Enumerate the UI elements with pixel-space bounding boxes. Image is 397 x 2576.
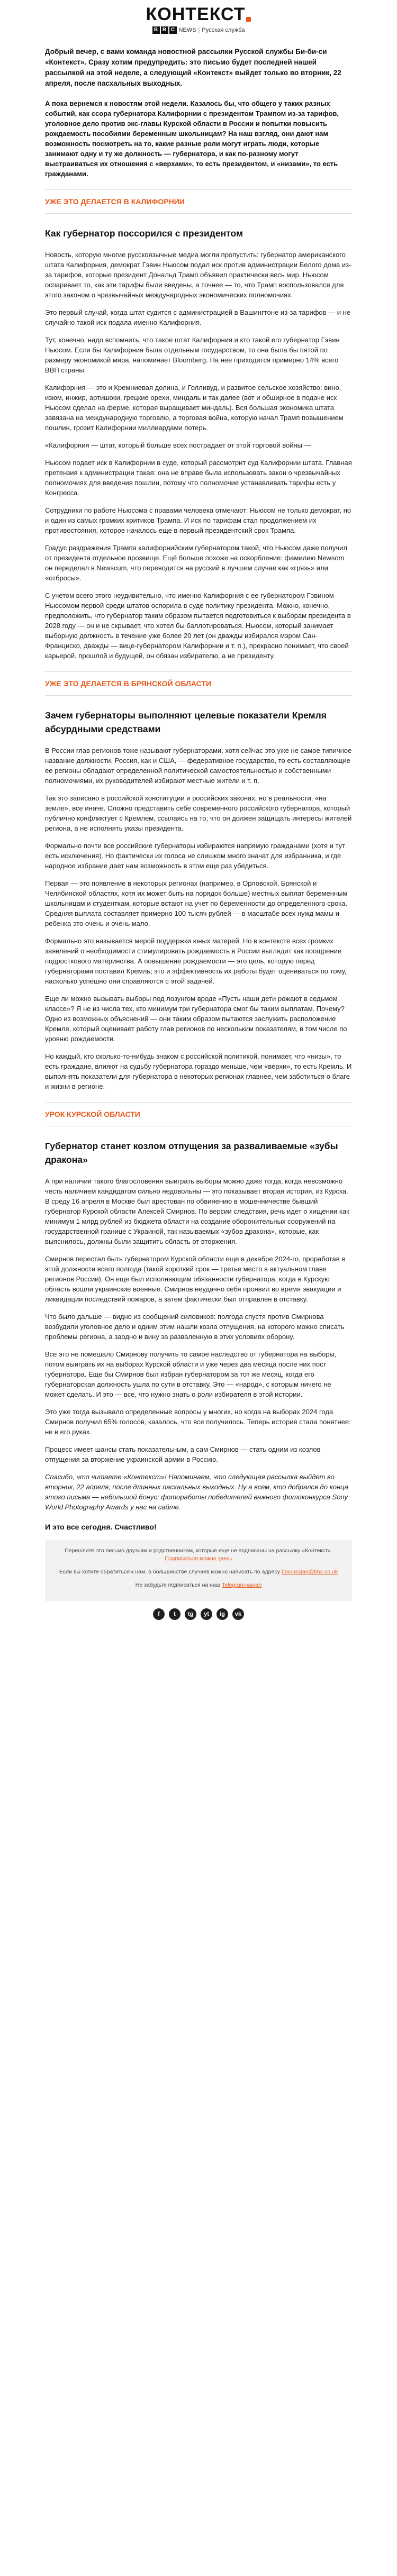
paragraph: Это уже тогда вызывало определенные вопросы у многих, но когда на выборах 2024 года Смирнов получил 65% голосов, казалось, что все получилось. Теперь история стала понятнее: не в его руках.: [45, 1408, 351, 1436]
section-link-kursk[interactable]: УРОК КУРСКОЙ ОБЛАСТИ: [45, 1102, 352, 1126]
twitter-icon[interactable]: t: [169, 1608, 181, 1620]
youtube-icon[interactable]: yt: [201, 1608, 212, 1620]
telegram-link[interactable]: Telegram-канал: [222, 1582, 262, 1588]
section-title-bryansk: Зачем губернаторы выполняют целевые показатели Кремля абсурдными средствами: [45, 710, 327, 734]
lead-text: А пока вернемся к новостям этой недели. Казалось бы, что общего у таких разных событий, как ссора губернатора Калифорнии с президентом Трампом из-за тарифов, уголовное дело против экс-главы Курской области в России и попытки повысить рождаемость пособиями беременным школьницам? На наш взгляд, они дают нам возможность посмотреть на то, какие разные роли могут играть люди, которые занимают одну и ту же должность — губернатора, и как по-разному могут выстраиваться их отношения с «верхами», то есть президентом, и «низами», то есть гражданами.: [45, 99, 339, 178]
footer-forward-label: Перешлите это письмо друзьям и родственникам, которые еще не подписаны на рассылку «Контекст».: [65, 1548, 332, 1554]
paragraph: Смирнов перестал быть губернатором Курской области еще в декабре 2024-го, проработав в этой должности всего полгода (такой короткий срок — третье место в актуальном главе регионов России). Он еще был исполняющим обязанности губернатора, когда в Курскую область вошли украинские военные. Смирнов неудачно себя проявил во время эвакуации и ликвидации последствий пожаров, а затем фактически был отправлен в отставку.: [45, 1255, 346, 1303]
footer-telegram-label: Не забудьте подписаться на наш: [135, 1582, 221, 1588]
social-icons: [45, 1601, 352, 1625]
paragraph: Ньюсом подает иск в Калифорнии в суде, который рассмотрит суд Калифорнии штата. Главная претензия к администрации такая: она не вправе была использовать закон о чрезвычайных полномочиях для введения пошлин, потому что полномочие устанавливать тарифы есть у Конгресса.: [45, 459, 352, 497]
paragraph: Все это не помешало Смирнову получить то самое наследство от губернатора на выборы, потом выиграть их на выборах Курской области и уже через два месяца после них пост губернатора. Еще бы Смирнов был избран губернатором за тот же месяц, когда его губернаторская должность ушла по сути в отставку. Это — «народ», с которым ничего не может сделать. И это — все, что нужно знать о роли избирателя в этой истории.: [45, 1350, 337, 1398]
paragraph: Первая — это появление в некоторых регионах (например, в Орловской, Брянской и Челябинской областях, хотя их может быть на порядок больше) местных выплат беременным школьницам и студенткам, которые встают на учет по беременности до определенного срока. Средняя выплата составляет примерно 100 тысяч рублей — в масштабе всех нужд мамы и ребенка это очень и очень мало.: [45, 879, 348, 927]
vk-icon[interactable]: vk: [232, 1608, 244, 1620]
section-link-bryansk[interactable]: УЖЕ ЭТО ДЕЛАЕТСЯ В БРЯНСКОЙ ОБЛАСТИ: [45, 671, 352, 696]
brand-separator: |: [198, 27, 200, 33]
paragraph: Тут, конечно, надо вспомнить, что такое штат Калифорния и кто такой его губернатор Гэвин Ньюсом. Если бы Калифорния была отдельным государством, то она была бы пятой по размеру экономикой мира, напоминает Bloomberg. На нее приходится примерно 14% всего ВВП страны.: [45, 336, 340, 374]
intro-text: Добрый вечер, с вами команда новостной рассылки Русской службы Би-би-си «Контекст». Сразу хотим предупредить: это письмо будет последней нашей рассылкой на этой неделе, а следующий «Контекст» выйдет только во вторник, 22 апреля, после пасхальных выходных.: [45, 48, 341, 87]
paragraph: Новость, которую многие русскоязычные медиа могли пропустить: губернатор американского штата Калифорния, демократ Гэвин Ньюсом подал иск против администрации Белого дома из-за тарифов, которые президент Дональд Трамп объявил практически весь мир. Ньюсом оспаривает то, как эти тарифы были введены, а точнее — то, что Трамп воспользовался для этого законом о чрезвычайных международных экономических полномочиях.: [45, 251, 351, 299]
section-link-california[interactable]: УЖЕ ЭТО ДЕЛАЕТСЯ В КАЛИФОРНИИ: [45, 189, 352, 214]
paragraph: Процесс имеет шансы стать показательным, а сам Смирнов — стать одним из козлов отпущения за вторжение украинской армии в Россию.: [45, 1445, 321, 1463]
logo[interactable]: [146, 4, 251, 24]
bbc-brand-line: [45, 26, 352, 34]
header: [45, 0, 352, 39]
bbc-news-label: NEWS: [178, 27, 196, 33]
paragraph: «Калифорния — штат, который больше всех пострадает от этой торговой войны —: [45, 441, 311, 449]
footer-contact-text: [55, 1568, 342, 1576]
instagram-icon[interactable]: ig: [216, 1608, 228, 1620]
footer-telegram-text: [55, 1581, 342, 1589]
logo-dot: [246, 17, 251, 22]
email-link[interactable]: bbcrussian@bbc.co.uk: [281, 1569, 338, 1575]
paragraph: Но каждый, кто сколько-то-нибудь знаком с российской политикой, понимает, что «низы», то есть граждане, влияют на судьбу губернатора гораздо меньше, чем «верхи», то есть Кремль. И выполнять показатели для губернатора в некоторых регионах главнее, чем заботиться о благе и жизни в регионе.: [45, 1052, 352, 1090]
facebook-icon[interactable]: f: [153, 1608, 165, 1620]
paragraph: В России глав регионов тоже называют губернаторами, хотя сейчас это уже не самое типичное название должности. Россия, как и США, — федеративное государство, то есть составляющие ее регионы обладают определенной политической самостоятельностью и собственными полномочиями, их руководителей избирают местные жители и т. п.: [45, 747, 352, 785]
bbc-block-c: C: [169, 26, 177, 34]
paragraph: А при наличии такого благословения выиграть выборы можно даже тогда, когда невозможно честь наличием кандидатом сильно недовольны — это показывает вторая история, из Курска. В среду 16 апреля в Москве был арестован по обвинению в мошенничестве бывший губернатор Курской области Алексей Смирнов. По версии следствия, речь идет о хищении как минимум 1 млрд рублей из бюджета области на создание оборонительных сооружений на государственной границе с Украиной, так называемых «зубов дракона», которые, как выяснилось, должны были защитить область от вторжения.: [45, 1177, 349, 1245]
service-name: Русская служба: [202, 27, 245, 33]
paragraph: Формально почти все российские губернаторы избираются напрямую гражданами (хотя и тут есть исключения). Но фактически их голоса не слишком много значат для избранника, и где народное избрание дает нам возможность в этом еще раз убедиться.: [45, 842, 346, 870]
footer: [45, 1540, 352, 1601]
paragraph: Калифорния — это и Кремниевая долина, и Голливуд, и развитое сельское хозяйство: вино, изюм, инжир, артишоки, грецкие орехи, миндаль и так далее (вот и обширное в подаче иск Ньюсом сделал на ферме, которая выращивает миндаль). Вся большая экономика штата завязана на международную торговлю, а торговая война, которую начал Трамп повышением пошлин, грозит Калифорнии миллиардами потерь.: [45, 384, 344, 432]
paragraph: Градус раздражения Трампа калифорнийским губернатором такой, что Ньюсом даже получил от президента отдельное прозвище. Ещё больше похоже на оскорбление: фамилию Newsom он переделал в Newscum, что переводится на русский в лучшем случае как «грязь» или «отбросы».: [45, 544, 347, 582]
subscribe-link[interactable]: Подписаться можно здесь: [165, 1555, 232, 1562]
footer-forward-text: [55, 1547, 342, 1563]
logo-text: КОНТЕКСТ: [146, 4, 246, 24]
signoff: И это все сегодня. Счастливо!: [45, 1523, 157, 1531]
footer-contact-label: Если вы хотите обратиться к нам, в большинстве случаев можно написать по адресу: [59, 1569, 280, 1575]
section-title-california: Как губернатор поссорился с президентом: [45, 228, 243, 239]
paragraph: Еще ли можно вызывать выборы под лозунгом вроде «Пусть наши дети рожают в седьмом классе»? Я не из числа тех, кто минимум три губернатора смог бы таким выплатам. Почему? Одно из возможных объяснений — они таким образом пытаются заслужить расположение Кремля, который оценивает работу глав регионов по нескольким показателям, в том числе по уровню рождаемости.: [45, 995, 347, 1043]
paragraph: Что было дальше — видно из сообщений силовиков: полгода спустя против Смирнова возбудили уголовное дело и одним этим нашли козла отпущения, на которого можно списать проблемы региона, а заодно и вину за разваленную в этих условиях оборону.: [45, 1313, 345, 1341]
newsletter: [45, 0, 352, 1625]
paragraph: Формально это называется мерой поддержки юных матерей. Но в контексте всех громких заявлений о необходимости стимулировать рождаемость в России выглядит как поощрение подросткового материнства. А повышение рождаемости — это цель, которую перед губернаторами поставил Кремль; это и эффективность их работы будет оцениваться по тому, насколько успешно они справляются с этой задачей.: [45, 937, 347, 985]
bbc-logo: [152, 26, 177, 34]
telegram-icon[interactable]: tg: [185, 1608, 196, 1620]
closing-text: Спасибо, что читаете «Контекст»! Напоминаем, что следующая рассылка выйдет во вторник, 22 апреля, после длинных пасхальных выходных. Ну а всем, кто добрался до конца этого письма — небольшой бонус: фотоработы победителей важного фотоконкурса Sony World Photography Awards у нас на сайте.: [45, 1473, 348, 1511]
bbc-block-b1: B: [152, 26, 160, 34]
paragraph: С учетом всего этого неудивительно, что именно Калифорния с ее губернатором Гэвином Ньюсомом первой среди штатов оспорила в суде политику президента. Можно, конечно, предположить, что губернатор таким образом пытается подготовиться к выборам президента в 2028 году — он и не скрывает, что хотел бы баллотироваться. Ньюсом, который занимает выборную должность в течение уже более 20 лет (он дважды избирался мэром Сан-Франциско, дважды — вице-губернатором Калифорнии и т. п.), прекрасно понимает, что своей карьерой, прошлой и будущей, он обязан избирателю, а не президенту.: [45, 591, 351, 660]
bbc-block-b2: B: [161, 26, 168, 34]
paragraph: Так это записано в российской конституции и российских законах, но в реальности, «на земле», все иначе. Сложно представить себе современного российского губернатора, который публично конфликтует с Кремлем, ссылаясь на то, что он должен защищать интересы жителей региона, а не исполнять указы президента.: [45, 794, 352, 832]
paragraph: Это первый случай, когда штат судится с администрацией в Вашингтоне из-за тарифов — и не случайно такой иск подала именно Калифорния.: [45, 308, 351, 326]
section-title-kursk: Губернатор станет козлом отпущения за разваливаемые «зубы дракона»: [45, 1141, 338, 1165]
paragraph: Сотрудники по работе Ньюсома с правами человека отмечают: Ньюсом не только демократ, но и один из самых громких критиков Трампа. И иск по тарифам стал продолжением их противостояния, которое началось еще в первый президентский срок Трампа.: [45, 506, 351, 534]
